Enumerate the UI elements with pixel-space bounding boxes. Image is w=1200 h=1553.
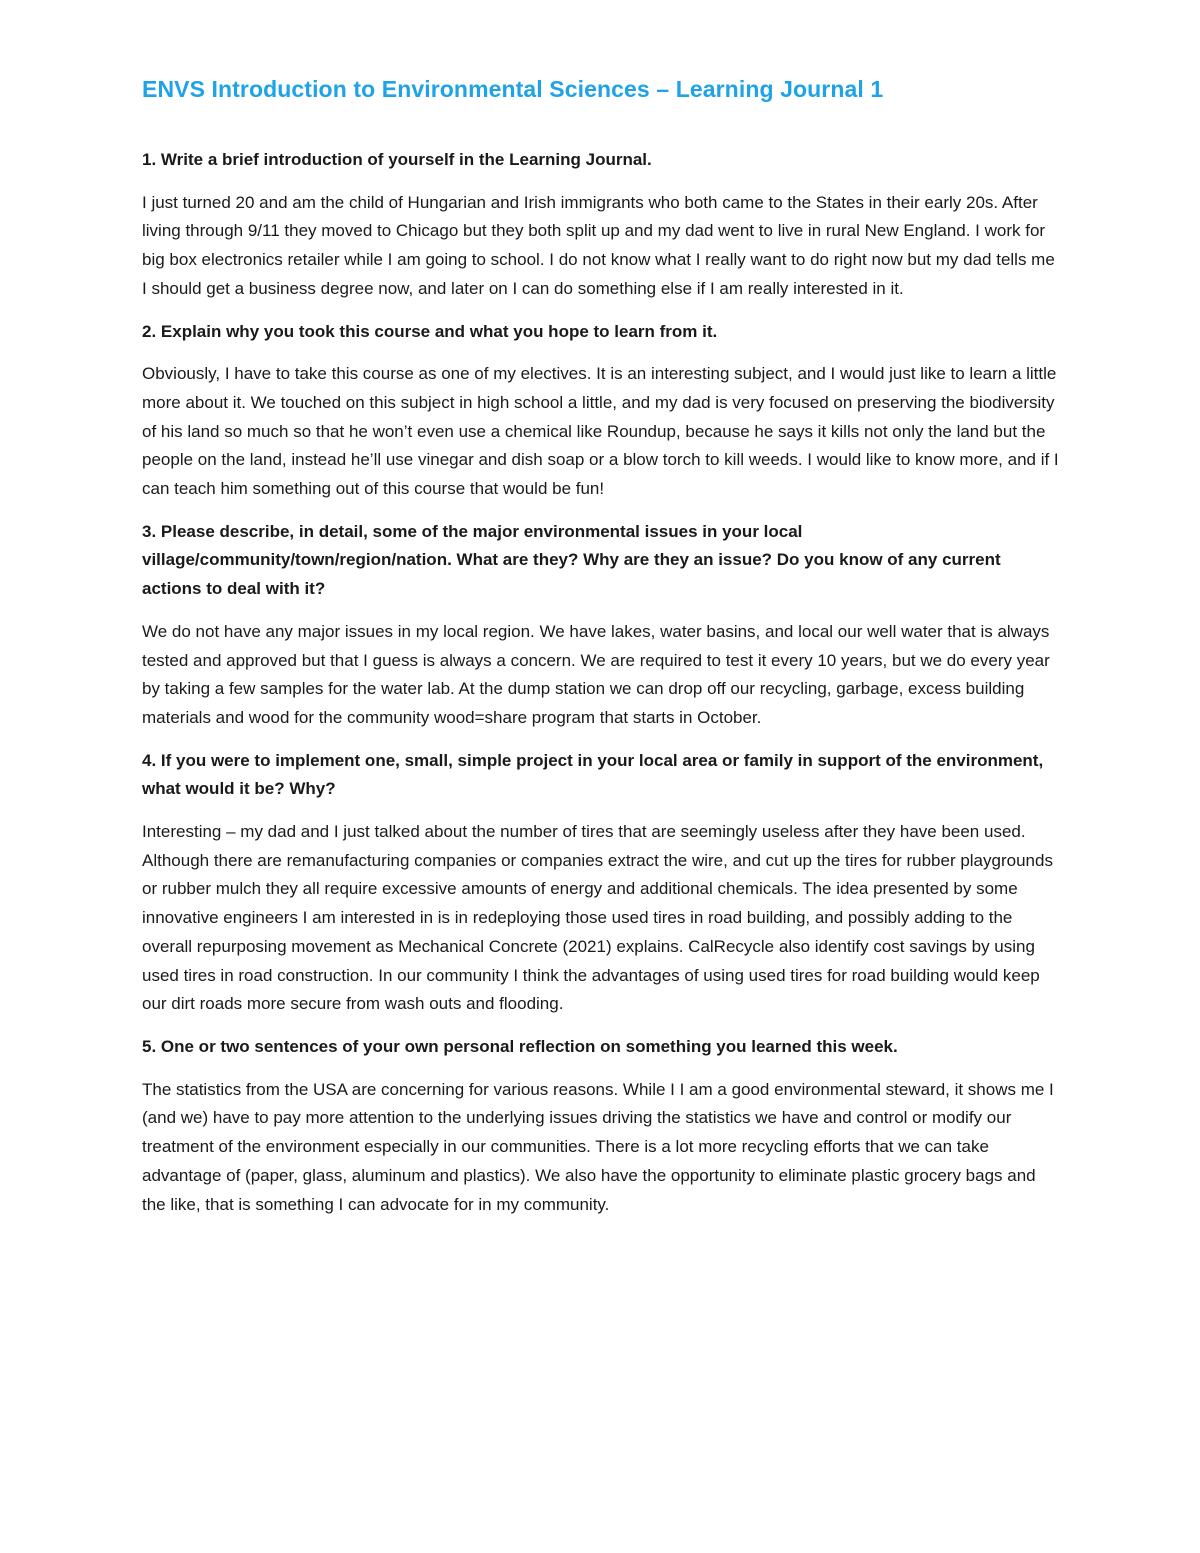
answer-5: The statistics from the USA are concerning for various reasons. While I I am a good environmental steward, it shows me I (and we) have to pay more attention to the underlying issues driving the statistics we have and control or modify our treatment of the environment especially in our communities. There is a lot more recycling efforts that we can take advantage of (paper, glass, aluminum and plastics). We also have the opportunity to eliminate plastic grocery bags and the like, that is something I can advocate for in my community. [142, 1079, 1054, 1214]
question-1: 1. Write a brief introduction of yourself in the Learning Journal. [142, 150, 652, 169]
question-5: 5. One or two sentences of your own personal reflection on something you learned this week. [142, 1036, 898, 1056]
document-page [142, 70, 1062, 1233]
answer-2: Obviously, I have to take this course as one of my electives. It is an interesting subject, and I would just like to learn a little more about it. We touched on this subject in high school a little, and my dad is very focused on preserving the biodiversity of his land so much so that he won’t even use a chemical like Roundup, because he says it kills not only the land but the people on the land, instead he’ll use vinegar and dish soap or a blow torch to kill weeds. I would like to know more, and if I can teach him something out of this course that would be fun! [142, 364, 1059, 499]
question-4: 4. If you were to implement one, small, simple project in your local area or family in support of the environment, what would it be? Why? [142, 750, 1044, 799]
answer-3: We do not have any major issues in my local region. We have lakes, water basins, and local our well water that is always tested and approved but that I guess is always a concern. We are required to test it every 10 years, but we do every year by taking a few samples for the water lab. At the dump station we can drop off our recycling, garbage, excess building materials and wood for the community wood=share program that starts in October. [142, 621, 1050, 727]
document-title: ENVS Introduction to Environmental Sciences – Learning Journal 1 [142, 76, 884, 102]
answer-1: I just turned 20 and am the child of Hungarian and Irish immigrants who both came to the States in their early 20s. After living through 9/11 they moved to Chicago but they both split up and my dad went to live in rural New England. I work for big box electronics retailer while I am going to school. I do not know what I really want to do right now but my dad tells me I should get a business degree now, and later on I can do something else if I am really interested in it. [142, 192, 1055, 298]
question-2: 2. Explain why you took this course and what you hope to learn from it. [142, 321, 718, 341]
question-3: 3. Please describe, in detail, some of the major environmental issues in your local village/community/town/region/nation. What are they? Why are they an issue? Do you know of any current actions to deal with it? [142, 521, 1001, 599]
answer-4: Interesting – my dad and I just talked about the number of tires that are seemingly useless after they have been used. Although there are remanufacturing companies or companies extract the wire, and cut up the tires for rubber playgrounds or rubber mulch they all require excessive amounts of energy and additional chemicals. The idea presented by some innovative engineers I am interested in is in redeploying those used tires in road building, and possibly adding to the overall repurposing movement as Mechanical Concrete (2021) explains. CalRecycle also identify cost savings by using used tires in road construction. In our community I think the advantages of using used tires for road building would keep our dirt roads more secure from wash outs and flooding. [142, 822, 1053, 1014]
